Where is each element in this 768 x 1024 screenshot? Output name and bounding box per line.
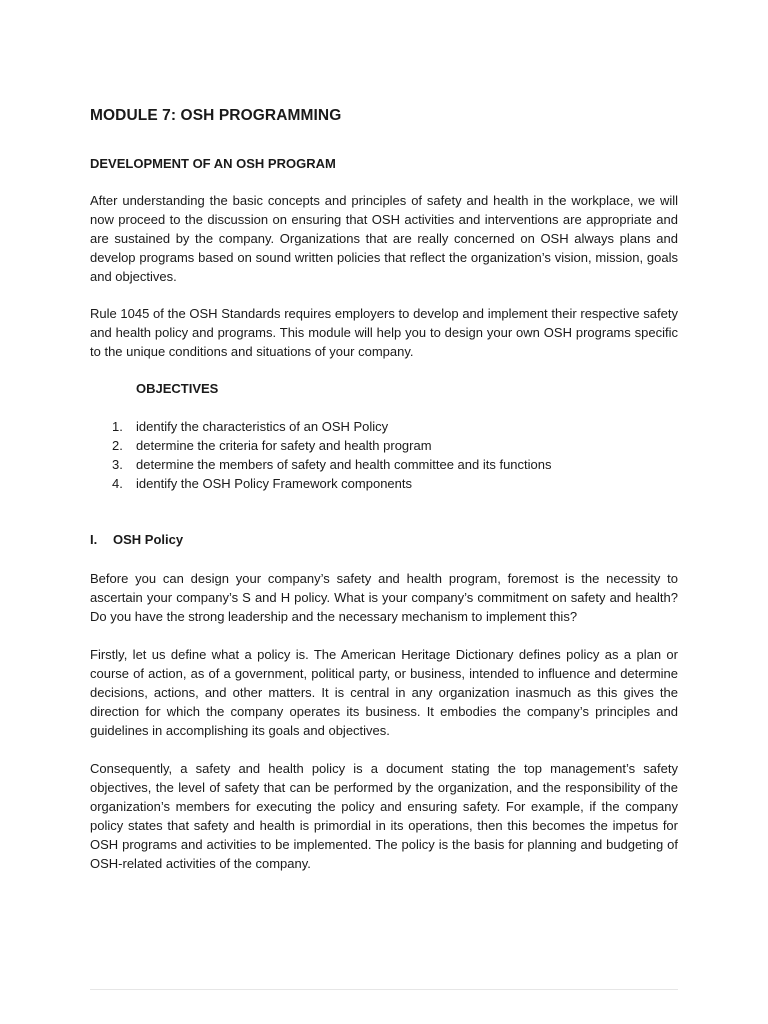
- section-1-paragraph-3-text: Consequently, a safety and health policy is a document stating the top management’s safety objectives, the level of safety that can be performed by the organization, and the responsibility of the organization’s members for executing the policy and ensuring safety. For example, if the company policy states that safety and health is primordial in its operations, then this becomes the impetus for OSH programs and activities to be implemented. The policy is the basis for planning and budgeting of OSH-related activities of the company.: [90, 761, 678, 871]
- section-heading-development: [90, 156, 678, 171]
- footer-divider: [90, 989, 678, 990]
- list-item-text: identify the characteristics of an OSH Policy: [136, 419, 389, 434]
- intro-paragraph-1: [90, 191, 678, 286]
- list-item: [90, 417, 678, 436]
- list-item-text: determine the members of safety and health committee and its functions: [136, 457, 552, 472]
- list-item: [90, 436, 678, 455]
- section-1-paragraph-2-text: Firstly, let us define what a policy is. The American Heritage Dictionary defines policy as a plan or course of action, as of a government, political party, or business, intended to influence and determine decisions, actions, and other matters. It is central in any organization inasmuch as this gives the direction for which the company operates its business. It embodies the company’s principles and guidelines in accomplishing its goals and objectives.: [90, 647, 678, 738]
- objectives-list: [90, 417, 678, 493]
- section-1-paragraph-2: [90, 645, 678, 740]
- section-1-paragraph-1: [90, 569, 678, 626]
- section-1-paragraph-1-text: Before you can design your company’s safety and health program, foremost is the necessity to ascertain your company’s S and H policy. What is your company’s commitment on safety and health? Do you have the strong leadership and the necessary mechanism to implement this?: [90, 571, 678, 624]
- module-title: MODULE 7: OSH PROGRAMMING: [90, 107, 342, 124]
- section-1-heading: [90, 532, 183, 547]
- list-item: [90, 474, 678, 493]
- list-item: [90, 455, 678, 474]
- section-1-title: OSH Policy: [113, 532, 184, 547]
- list-item-text: determine the criteria for safety and health program: [136, 438, 432, 453]
- section-1-number: I.: [90, 532, 98, 547]
- section-1-paragraph-3: [90, 759, 678, 873]
- intro-paragraph-2-text: Rule 1045 of the OSH Standards requires employers to develop and implement their respective safety and health policy and programs. This module will help you to design your own OSH programs specific to the unique conditions and situations of your company.: [90, 306, 678, 359]
- list-item-number: 3.: [112, 457, 123, 472]
- list-item-text: identify the OSH Policy Framework components: [136, 476, 412, 491]
- list-item-number: 2.: [112, 438, 123, 453]
- list-item-number: 1.: [112, 419, 123, 434]
- intro-paragraph-2: [90, 304, 678, 361]
- intro-paragraph-1-text: After understanding the basic concepts and principles of safety and health in the workplace, we will now proceed to the discussion on ensuring that OSH activities and interventions are appropriate and are sustained by the company. Organizations that are really concerned on OSH always plans and develop programs based on sound written policies that reflect the organization’s vision, mission, goals and objectives.: [90, 193, 678, 284]
- objectives-heading: OBJECTIVES: [136, 381, 219, 396]
- list-item-number: 4.: [112, 476, 123, 491]
- development-heading: DEVELOPMENT OF AN OSH PROGRAM: [90, 156, 336, 171]
